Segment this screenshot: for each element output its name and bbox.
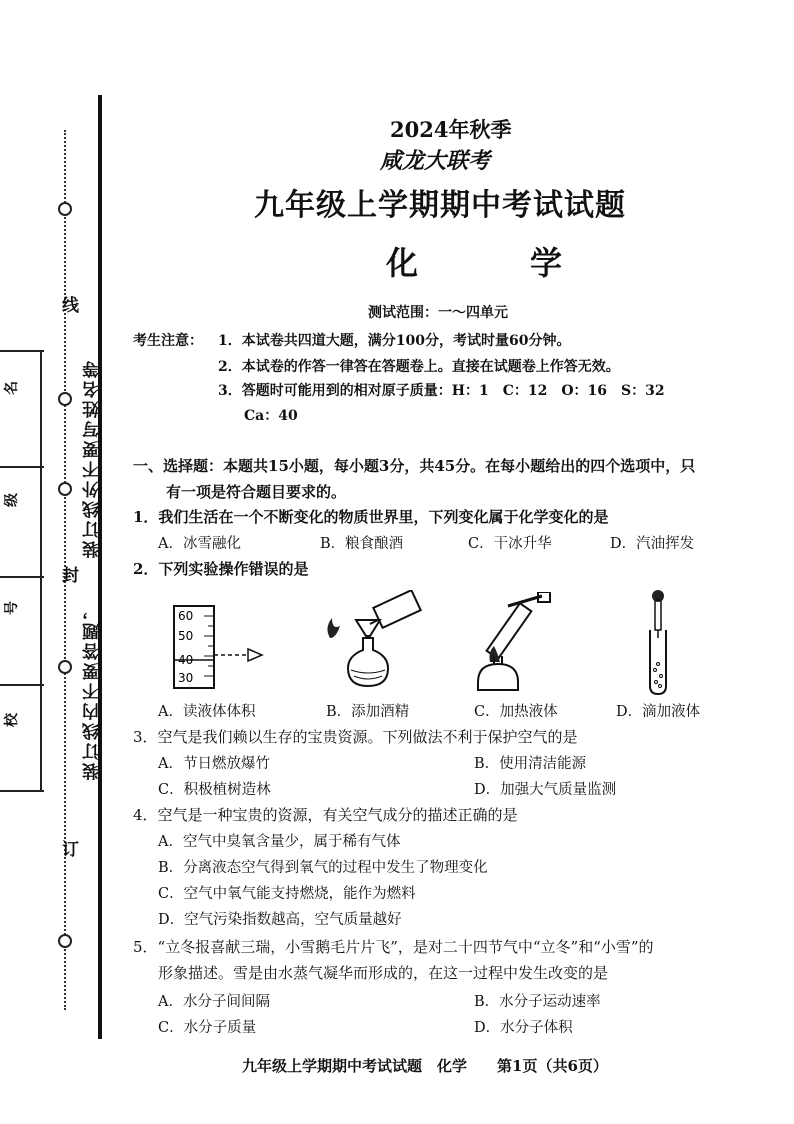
q5-option-a: A．水分子间间隔 <box>158 994 270 1010</box>
exam-season: 2024年秋季 <box>390 117 512 142</box>
question-1-stem: 1．我们生活在一个不断变化的物质世界里，下列变化属于化学变化的是 <box>133 508 609 526</box>
q5-option-b: B．水分子运动速率 <box>474 994 601 1010</box>
binding-line <box>98 95 102 1039</box>
figure-heat-liquid <box>468 592 558 696</box>
question-5-stem: 5．“立冬报喜献三瑞，小雪鹅毛片片飞”，是对二十四节气中“立冬”和“小雪”的 <box>133 938 654 956</box>
field-label-class: 级 <box>4 493 20 507</box>
q4-option-d: D．空气污染指数越高，空气质量越好 <box>158 912 402 928</box>
field-rule <box>0 790 44 792</box>
field-label-name: 名 <box>4 381 20 395</box>
question-4-stem: 4．空气是一种宝贵的资源，有关空气成分的描述正确的是 <box>133 806 518 824</box>
q1-option-a: A．冰雪融化 <box>158 536 241 552</box>
cylinder-tick-40: 40 <box>178 653 194 667</box>
binding-warning-upper: 装订线外不要写姓名等 <box>83 358 103 558</box>
q3-option-c: C．积极植树造林 <box>158 782 271 798</box>
question-2-stem: 2．下列实验操作错误的是 <box>133 560 309 578</box>
binding-hole <box>58 392 72 406</box>
field-rule <box>0 684 44 686</box>
field-rule <box>0 466 44 468</box>
q2-option-b: B．添加酒精 <box>326 704 410 720</box>
field-rule <box>0 576 44 578</box>
figure-add-alcohol <box>318 590 428 695</box>
q4-option-c: C．空气中氧气能支持燃烧，能作为燃料 <box>158 886 416 902</box>
figure-drop-liquid <box>640 586 680 698</box>
question-5-stem-cont: 形象描述。雪是由水蒸气凝华而形成的，在这一过程中发生改变的是 <box>158 964 609 982</box>
notice-item-2: 2．本试卷的作答一律答在答题卷上。直接在试题卷上作答无效。 <box>218 359 620 375</box>
q2-option-a: A．读液体体积 <box>158 704 256 720</box>
figure-graduated-cylinder <box>168 600 268 695</box>
q1-option-b: B．粮食酿酒 <box>320 536 404 552</box>
binding-hole <box>58 482 72 496</box>
test-scope: 测试范围：一～四单元 <box>368 305 508 321</box>
exam-alliance: 咸龙大联考 <box>380 148 491 174</box>
q5-option-d: D．水分子体积 <box>474 1020 573 1036</box>
q1-option-d: D．汽油挥发 <box>610 536 695 552</box>
binding-hole <box>58 660 72 674</box>
field-label-school: 校 <box>4 713 20 727</box>
notice-item-3-cont: Ca：40 <box>244 408 298 424</box>
section-heading-cont: 有一项是符合题目要求的。 <box>166 483 347 501</box>
subject-title: 化 学 <box>386 244 603 282</box>
question-3-stem: 3．空气是我们赖以生存的宝贵资源。下列做法不利于保护空气的是 <box>133 728 578 746</box>
q3-option-b: B．使用清洁能源 <box>474 756 587 772</box>
notice-item-1: 1．本试卷共四道大题，满分100分，考试时量60分钟。 <box>218 333 571 349</box>
q2-option-d: D．滴加液体 <box>616 704 701 720</box>
notice-heading: 考生注意： <box>133 333 203 349</box>
field-rule <box>0 350 44 352</box>
q3-option-a: A．节日燃放爆竹 <box>158 756 270 772</box>
binding-label-bind: 订 <box>58 840 78 860</box>
field-label-number: 号 <box>4 601 20 615</box>
binding-warning-lower: 装订线内不要答题， <box>83 600 103 780</box>
q2-option-c: C．加热液体 <box>474 704 558 720</box>
cylinder-tick-50: 50 <box>178 629 194 643</box>
page-footer: 九年级上学期期中考试试题 化学 第1页（共6页） <box>242 1057 608 1075</box>
section-heading: 一、选择题：本题共15小题，每小题3分，共45分。在每小题给出的四个选项中，只 <box>133 457 696 475</box>
binding-hole <box>58 934 72 948</box>
q4-option-a: A．空气中臭氧含量少，属于稀有气体 <box>158 834 401 850</box>
notice-item-3: 3．答题时可能用到的相对原子质量：H：1 C：12 O：16 S：32 <box>218 383 665 399</box>
cylinder-tick-30: 30 <box>178 671 194 685</box>
exam-title: 九年级上学期期中考试试题 <box>254 188 626 223</box>
cylinder-tick-60: 60 <box>178 609 194 623</box>
q3-option-d: D．加强大气质量监测 <box>474 782 617 798</box>
q4-option-b: B．分离液态空气得到氧气的过程中发生了物理变化 <box>158 860 488 876</box>
q1-option-c: C．干冰升华 <box>468 536 552 552</box>
binding-hole <box>58 202 72 216</box>
q5-option-c: C．水分子质量 <box>158 1020 257 1036</box>
binding-label-line: 线 <box>58 296 78 316</box>
field-vrule <box>40 350 42 790</box>
binding-label-seal: 封 <box>58 566 78 586</box>
